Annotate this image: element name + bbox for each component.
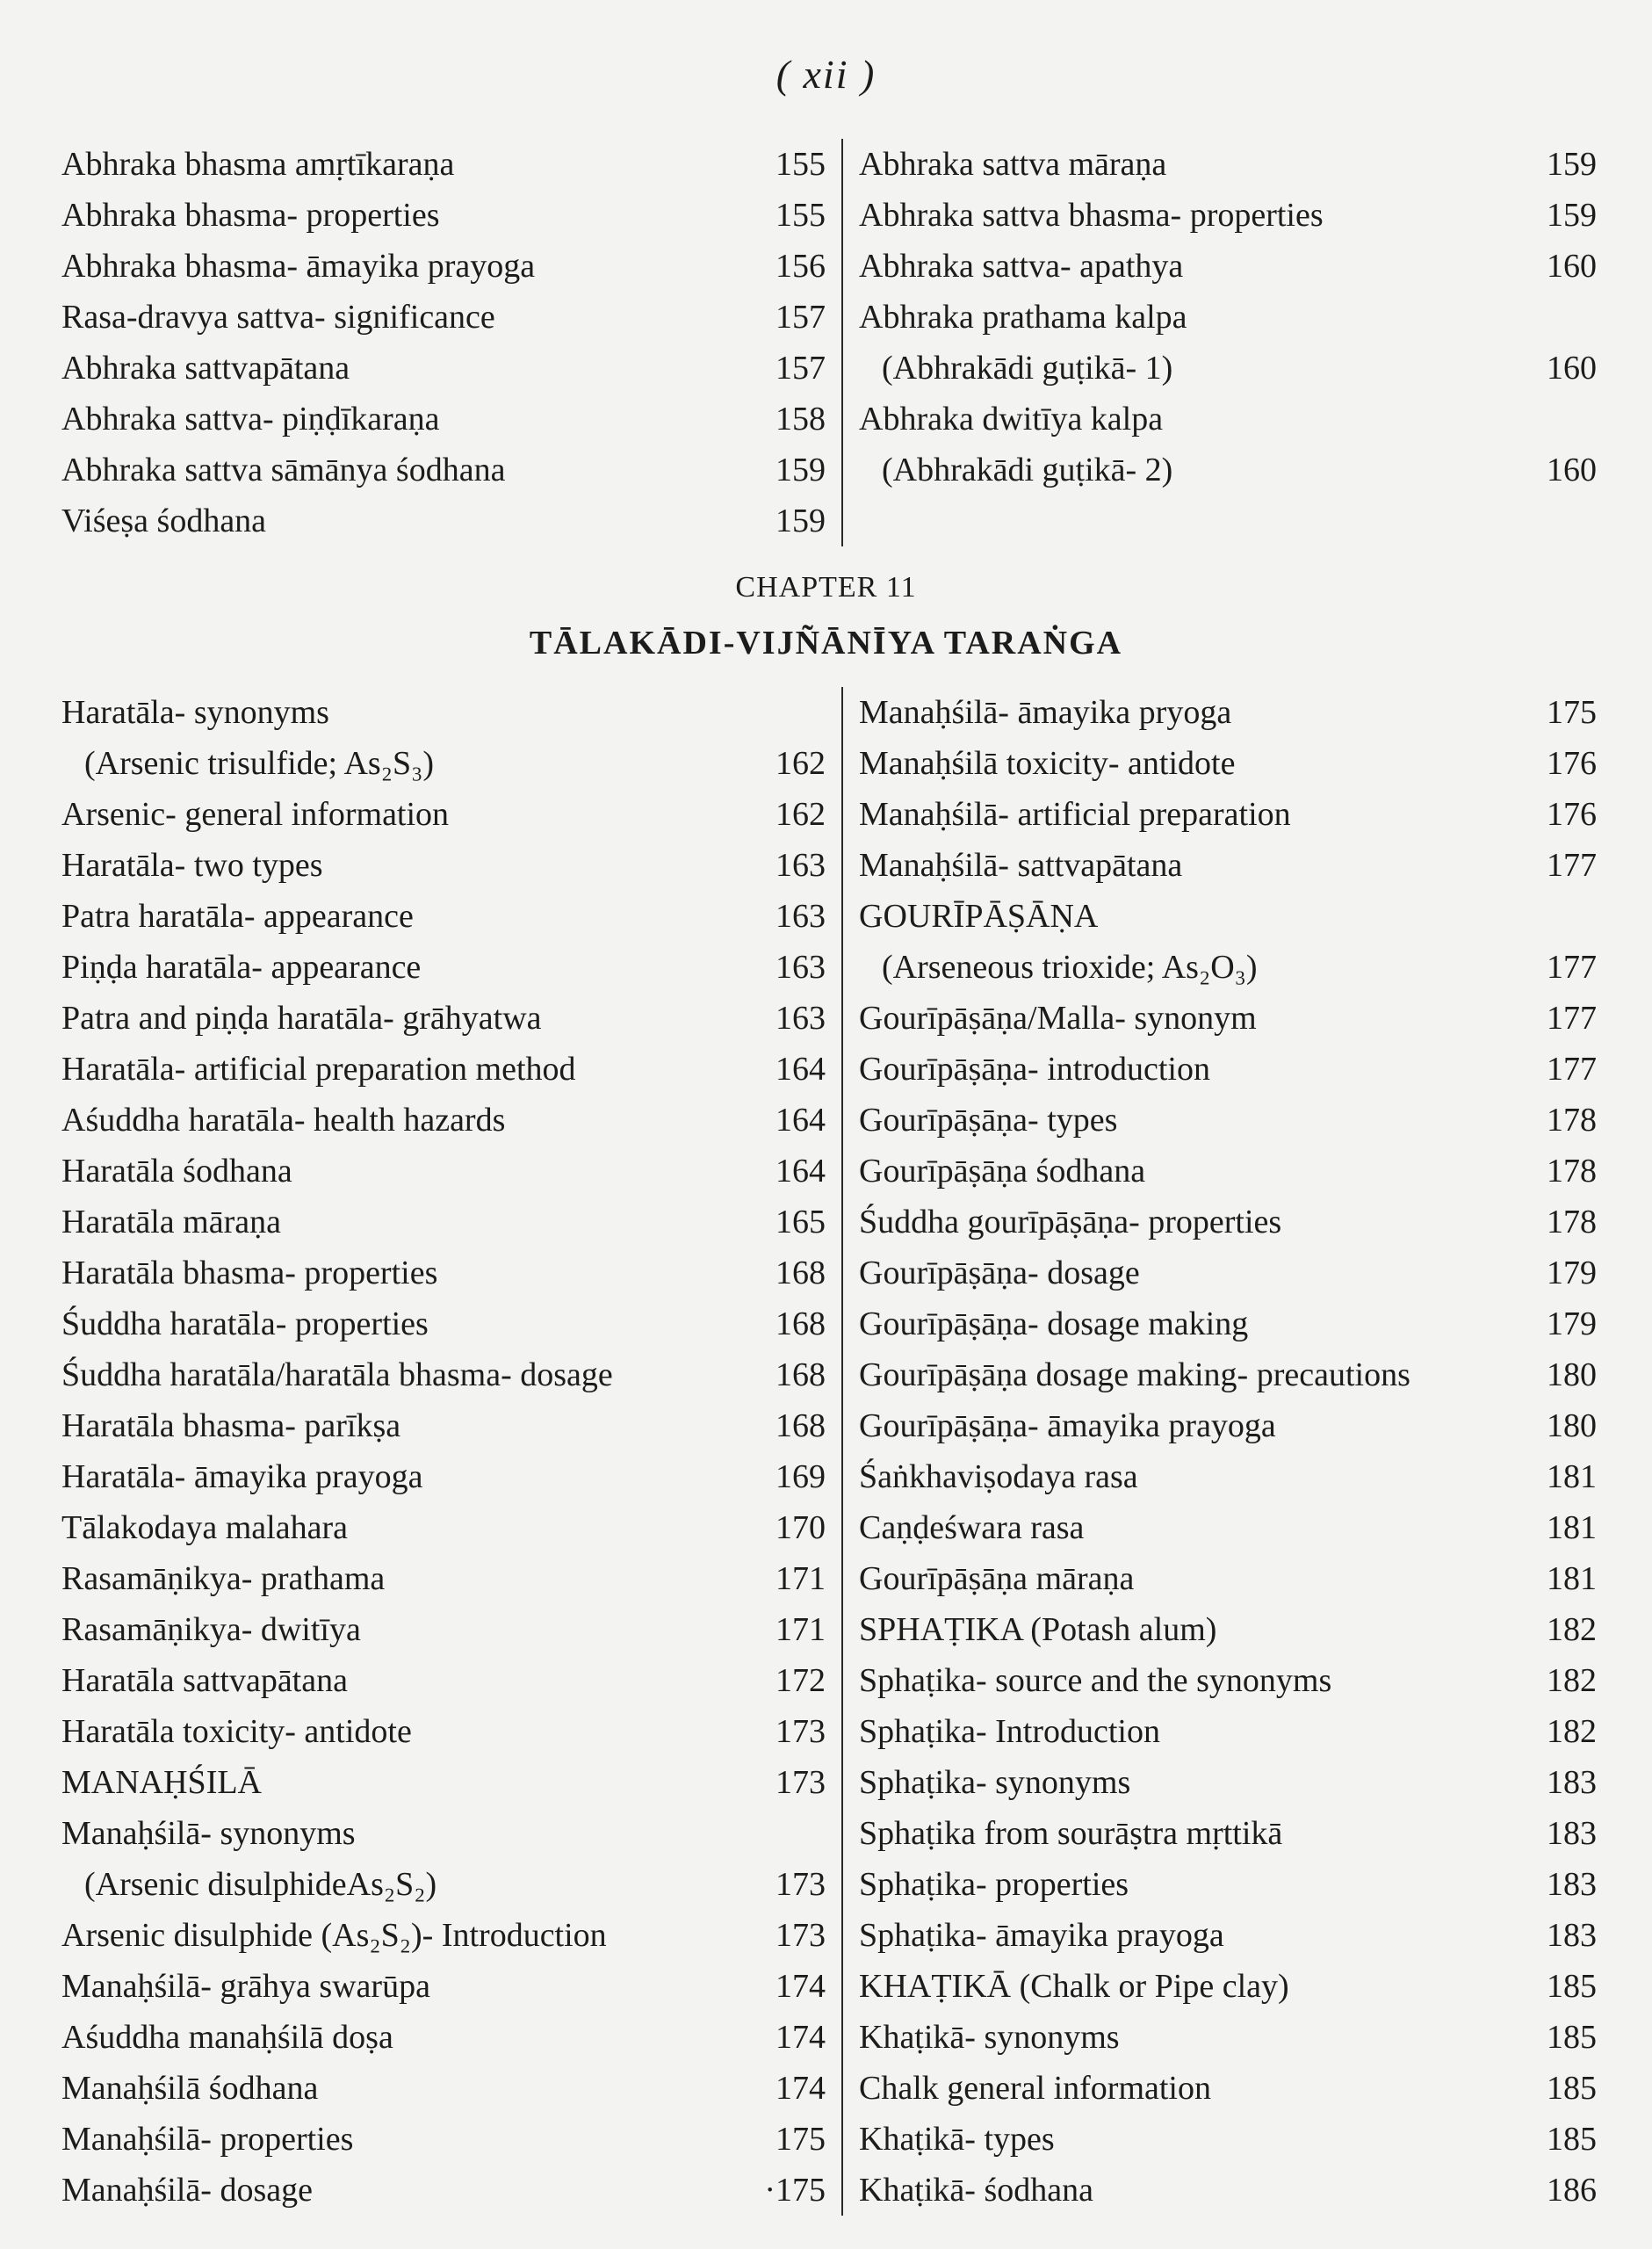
entry-page-number: 173 [776, 1764, 826, 1801]
entry-page-number: 182 [1547, 1611, 1597, 1648]
index-entry [61, 1757, 826, 1808]
index-entry [859, 1655, 1597, 1706]
index-entry [859, 1146, 1597, 1197]
entry-title: (Arsenic trisulfide; As₂S₃) [84, 745, 434, 782]
index-column-right [843, 687, 1597, 2216]
entry-title: Manaḥśilā- grāhya swarūpa [61, 1968, 430, 2005]
index-entry [859, 789, 1597, 840]
index-entry [859, 840, 1597, 891]
entry-page-number: 175 [1547, 694, 1597, 731]
chapter-label: CHAPTER 11 [735, 571, 917, 604]
index-entry [61, 993, 826, 1044]
index-column-left [61, 687, 843, 2216]
index-entry [859, 394, 1597, 445]
entry-page-number: 183 [1547, 1815, 1597, 1852]
entry-title: Abhraka sattva bhasma- properties [859, 197, 1324, 234]
entry-page-number: 178 [1547, 1153, 1597, 1190]
index-top-section [61, 139, 1597, 546]
entry-title: Khaṭikā- synonyms [859, 2019, 1120, 2056]
index-entry [859, 942, 1597, 993]
index-entry [859, 1451, 1597, 1502]
entry-page-number: 178 [1547, 1102, 1597, 1139]
entry-page-number: 177 [1547, 1051, 1597, 1088]
entry-page-number: 168 [776, 1305, 826, 1342]
entry-page-number: 181 [1547, 1509, 1597, 1546]
entry-title: Haratāla bhasma- properties [61, 1255, 438, 1291]
index-entry [859, 1502, 1597, 1553]
entry-title: MANAḤŚILĀ [61, 1764, 262, 1801]
index-entry [61, 2165, 826, 2216]
index-entry [859, 1349, 1597, 1400]
entry-page-number: 159 [776, 452, 826, 488]
entry-title: Manaḥśilā- synonyms [61, 1815, 356, 1852]
entry-page-number: 174 [776, 2019, 826, 2056]
index-entry [61, 738, 826, 789]
entry-page-number: 180 [1547, 1407, 1597, 1444]
entry-page-number: 174 [776, 2070, 826, 2107]
entry-page-number: 185 [1547, 2121, 1597, 2158]
index-entry [859, 1247, 1597, 1298]
entry-page-number: 173 [776, 1713, 826, 1750]
entry-page-number: 177 [1547, 1000, 1597, 1037]
index-entry [859, 1808, 1597, 1859]
entry-title: (Arsenic disulphideAs₂S₂) [84, 1866, 437, 1903]
entry-title: Manaḥśilā- dosage [61, 2172, 313, 2209]
index-entry [61, 2114, 826, 2165]
entry-title: Piṇḍa haratāla- appearance [61, 949, 422, 986]
entry-title: Manaḥśilā śodhana [61, 2070, 319, 2107]
index-entry [859, 343, 1597, 394]
entry-title: Manaḥśilā- artificial preparation [859, 796, 1291, 833]
entry-title: Gourīpāṣāṇa- types [859, 1102, 1118, 1139]
entry-page-number: 173 [776, 1917, 826, 1954]
entry-title: Gourīpāṣāṇa- āmayika prayoga [859, 1407, 1276, 1444]
entry-page-number: 159 [776, 503, 826, 539]
entry-page-number: 171 [776, 1611, 826, 1648]
entry-page-number: 168 [776, 1255, 826, 1291]
entry-title: Rasamāṇikya- prathama [61, 1560, 386, 1597]
entry-title: Haratāla sattvapātana [61, 1662, 348, 1699]
entry-page-number: 179 [1547, 1305, 1597, 1342]
index-entry [61, 394, 826, 445]
index-entry [859, 2063, 1597, 2114]
index-main-section [61, 687, 1597, 2216]
entry-page-number: 156 [776, 248, 826, 285]
entry-title: Chalk general information [859, 2070, 1211, 2107]
index-column-left [61, 139, 843, 546]
entry-title: Haratāla- artificial preparation method [61, 1051, 576, 1088]
entry-page-number: 173 [776, 1866, 826, 1903]
entry-page-number: 182 [1547, 1662, 1597, 1699]
entry-title: Haratāla- āmayika prayoga [61, 1458, 423, 1495]
index-entry [859, 241, 1597, 292]
entry-title: Abhraka sattvapātana [61, 350, 350, 387]
index-entry [61, 687, 826, 738]
entry-page-number: 164 [776, 1153, 826, 1190]
index-entry [859, 2165, 1597, 2216]
entry-title: Abhraka sattva- piṇḍīkaraṇa [61, 401, 440, 438]
entry-title: Gourīpāṣāṇa- dosage [859, 1255, 1140, 1291]
entry-title: Sphaṭika- synonyms [859, 1764, 1131, 1801]
index-entry [859, 1757, 1597, 1808]
entry-page-number: 174 [776, 1968, 826, 2005]
entry-title: Gourīpāṣāṇa māraṇa [859, 1560, 1135, 1597]
entry-title: Sphaṭika- Introduction [859, 1713, 1160, 1750]
index-entry [859, 1604, 1597, 1655]
entry-title: Arsenic- general information [61, 796, 450, 833]
entry-title: GOURĪPĀṢĀṆA [859, 898, 1099, 935]
entry-page-number: 160 [1547, 248, 1597, 285]
entry-page-number: 176 [1547, 796, 1597, 833]
index-entry [859, 993, 1597, 1044]
index-entry [859, 1553, 1597, 1604]
index-entry [61, 1197, 826, 1247]
entry-page-number: 165 [776, 1204, 826, 1240]
entry-title: Manaḥśilā toxicity- antidote [859, 745, 1236, 782]
entry-title: Khaṭikā- śodhana [859, 2172, 1093, 2209]
index-entry [61, 139, 826, 190]
entry-title: Abhraka dwitīya kalpa [859, 401, 1164, 438]
entry-page-number: 155 [776, 197, 826, 234]
index-entry [61, 1808, 826, 1859]
entry-title: Haratāla śodhana [61, 1153, 292, 1190]
entry-page-number: 186 [1547, 2172, 1597, 2209]
entry-title: Gourīpāṣāṇa- dosage making [859, 1305, 1249, 1342]
page-folio: ( xii ) [776, 52, 876, 97]
entry-page-number: 177 [1547, 847, 1597, 884]
index-entry [859, 1910, 1597, 1961]
entry-page-number: 155 [776, 146, 826, 183]
entry-title: Abhraka bhasma- properties [61, 197, 440, 234]
entry-title: Abhraka sattva sāmānya śodhana [61, 452, 506, 488]
entry-title: Arsenic disulphide (As₂S₂)- Introduction [61, 1917, 607, 1954]
entry-title: Sphaṭika- source and the synonyms [859, 1662, 1332, 1699]
index-entry [859, 190, 1597, 241]
entry-page-number: 177 [1547, 949, 1597, 986]
entry-title: Caṇḍeśwara rasa [859, 1509, 1085, 1546]
entry-page-number: 180 [1547, 1356, 1597, 1393]
index-entry [61, 2012, 826, 2063]
entry-title: Gourīpāṣāṇa- introduction [859, 1051, 1210, 1088]
entry-page-number: 163 [776, 847, 826, 884]
index-entry [61, 1859, 826, 1910]
entry-title: Haratāla- two types [61, 847, 323, 884]
entry-title: KHAṬIKĀ (Chalk or Pipe clay) [859, 1968, 1289, 2005]
index-entry [859, 1859, 1597, 1910]
index-entry [61, 840, 826, 891]
entry-page-number: 183 [1547, 1866, 1597, 1903]
entry-page-number: 168 [776, 1356, 826, 1393]
entry-page-number: 172 [776, 1662, 826, 1699]
index-entry [61, 1247, 826, 1298]
index-entry [61, 1706, 826, 1757]
entry-title: Haratāla toxicity- antidote [61, 1713, 412, 1750]
index-entry [61, 241, 826, 292]
entry-title: Abhraka bhasma- āmayika prayoga [61, 248, 536, 285]
index-entry [61, 1298, 826, 1349]
entry-page-number: 183 [1547, 1917, 1597, 1954]
index-entry [61, 789, 826, 840]
index-entry [61, 942, 826, 993]
entry-title: Gourīpāṣāṇa/Malla- synonym [859, 1000, 1257, 1037]
entry-page-number: 175 [776, 2121, 826, 2158]
entry-title: Śuddha haratāla- properties [61, 1305, 429, 1342]
index-entry [61, 1451, 826, 1502]
index-entry [859, 1044, 1597, 1095]
entry-title: Gourīpāṣāṇa dosage making- precautions [859, 1356, 1410, 1393]
entry-page-number: 160 [1547, 350, 1597, 387]
entry-title: (Abhrakādi guṭikā- 2) [882, 452, 1173, 488]
entry-page-number: 185 [1547, 2070, 1597, 2107]
index-entry [61, 343, 826, 394]
entry-page-number: 171 [776, 1560, 826, 1597]
index-entry [61, 2063, 826, 2114]
entry-title: Aśuddha manaḥśilā doṣa [61, 2019, 393, 2056]
index-entry [859, 1400, 1597, 1451]
entry-title: Abhraka sattva- apathya [859, 248, 1184, 285]
entry-page-number: 157 [776, 350, 826, 387]
entry-page-number: 181 [1547, 1560, 1597, 1597]
index-entry [859, 738, 1597, 789]
index-entry [859, 139, 1597, 190]
entry-page-number: 168 [776, 1407, 826, 1444]
entry-title: (Abhrakādi guṭikā- 1) [882, 350, 1173, 387]
entry-page-number: 164 [776, 1051, 826, 1088]
index-entry [859, 1298, 1597, 1349]
entry-page-number: 169 [776, 1458, 826, 1495]
entry-title: Gourīpāṣāṇa śodhana [859, 1153, 1146, 1190]
index-entry [61, 1502, 826, 1553]
entry-title: Manaḥśilā- āmayika pryoga [859, 694, 1232, 731]
index-entry [61, 1553, 826, 1604]
entry-title: Haratāla- synonyms [61, 694, 329, 731]
index-entry [859, 1706, 1597, 1757]
index-entry [61, 1044, 826, 1095]
index-entry [61, 1095, 826, 1146]
entry-title: Śuddha haratāla/haratāla bhasma- dosage [61, 1356, 613, 1393]
entry-title: Manaḥśilā- properties [61, 2121, 354, 2158]
index-entry [859, 445, 1597, 495]
entry-title: Haratāla bhasma- parīkṣa [61, 1407, 401, 1444]
index-entry [61, 1910, 826, 1961]
index-entry [859, 1197, 1597, 1247]
entry-title: Sphaṭika- properties [859, 1866, 1129, 1903]
index-entry [61, 292, 826, 343]
index-entry [859, 891, 1597, 942]
entry-title: Haratāla māraṇa [61, 1204, 281, 1240]
entry-title: Aśuddha haratāla- health hazards [61, 1102, 506, 1139]
entry-page-number: 163 [776, 949, 826, 986]
entry-page-number: 164 [776, 1102, 826, 1139]
index-entry [61, 1961, 826, 2012]
entry-page-number: 162 [776, 745, 826, 782]
index-entry [859, 2012, 1597, 2063]
entry-title: Patra haratāla- appearance [61, 898, 414, 935]
index-entry [859, 1961, 1597, 2012]
index-entry [61, 445, 826, 495]
index-entry [61, 190, 826, 241]
chapter-title: TĀLAKĀDI-VIJÑĀNĪYA TARAṄGA [529, 625, 1123, 662]
entry-title: Viśeṣa śodhana [61, 503, 267, 539]
entry-title: Manaḥśilā- sattvapātana [859, 847, 1183, 884]
entry-title: Rasamāṇikya- dwitīya [61, 1611, 361, 1648]
index-entry [61, 1400, 826, 1451]
entry-title: SPHAṬIKA (Potash alum) [859, 1611, 1217, 1648]
entry-title: Patra and piṇḍa haratāla- grāhyatwa [61, 1000, 542, 1037]
entry-title: Abhraka bhasma amṛtīkaraṇa [61, 146, 455, 183]
entry-page-number: 159 [1547, 146, 1597, 183]
entry-title: Abhraka prathama kalpa [859, 299, 1187, 336]
entry-page-number: 185 [1547, 2019, 1597, 2056]
entry-title: Abhraka sattva māraṇa [859, 146, 1167, 183]
index-column-right [843, 139, 1597, 546]
index-entry [61, 1604, 826, 1655]
entry-page-number: 159 [1547, 197, 1597, 234]
entry-page-number: 157 [776, 299, 826, 336]
index-entry [859, 687, 1597, 738]
entry-page-number: ·175 [764, 2172, 826, 2209]
index-entry [859, 2114, 1597, 2165]
entry-page-number: 182 [1547, 1713, 1597, 1750]
entry-page-number: 185 [1547, 1968, 1597, 2005]
entry-page-number: 163 [776, 898, 826, 935]
index-entry [61, 1349, 826, 1400]
entry-title: Tālakodaya malahara [61, 1509, 348, 1546]
entry-page-number: 158 [776, 401, 826, 438]
index-entry [61, 495, 826, 546]
entry-page-number: 179 [1547, 1255, 1597, 1291]
index-entry [859, 1095, 1597, 1146]
entry-page-number: 183 [1547, 1764, 1597, 1801]
entry-title: Rasa-dravya sattva- significance [61, 299, 495, 336]
entry-page-number: 176 [1547, 745, 1597, 782]
entry-title: (Arseneous trioxide; As₂O₃) [882, 949, 1258, 986]
entry-title: Śuddha gourīpāṣāṇa- properties [859, 1204, 1282, 1240]
entry-page-number: 170 [776, 1509, 826, 1546]
entry-title: Khaṭikā- types [859, 2121, 1055, 2158]
entry-title: Śaṅkhaviṣodaya rasa [859, 1458, 1138, 1495]
index-entry [859, 292, 1597, 343]
index-entry [61, 1655, 826, 1706]
entry-title: Sphaṭika from sourāṣtra mṛttikā [859, 1815, 1283, 1852]
index-entry [61, 1146, 826, 1197]
entry-title: Sphaṭika- āmayika prayoga [859, 1917, 1224, 1954]
entry-page-number: 163 [776, 1000, 826, 1037]
index-entry [61, 891, 826, 942]
entry-page-number: 162 [776, 796, 826, 833]
entry-page-number: 181 [1547, 1458, 1597, 1495]
entry-page-number: 160 [1547, 452, 1597, 488]
entry-page-number: 178 [1547, 1204, 1597, 1240]
